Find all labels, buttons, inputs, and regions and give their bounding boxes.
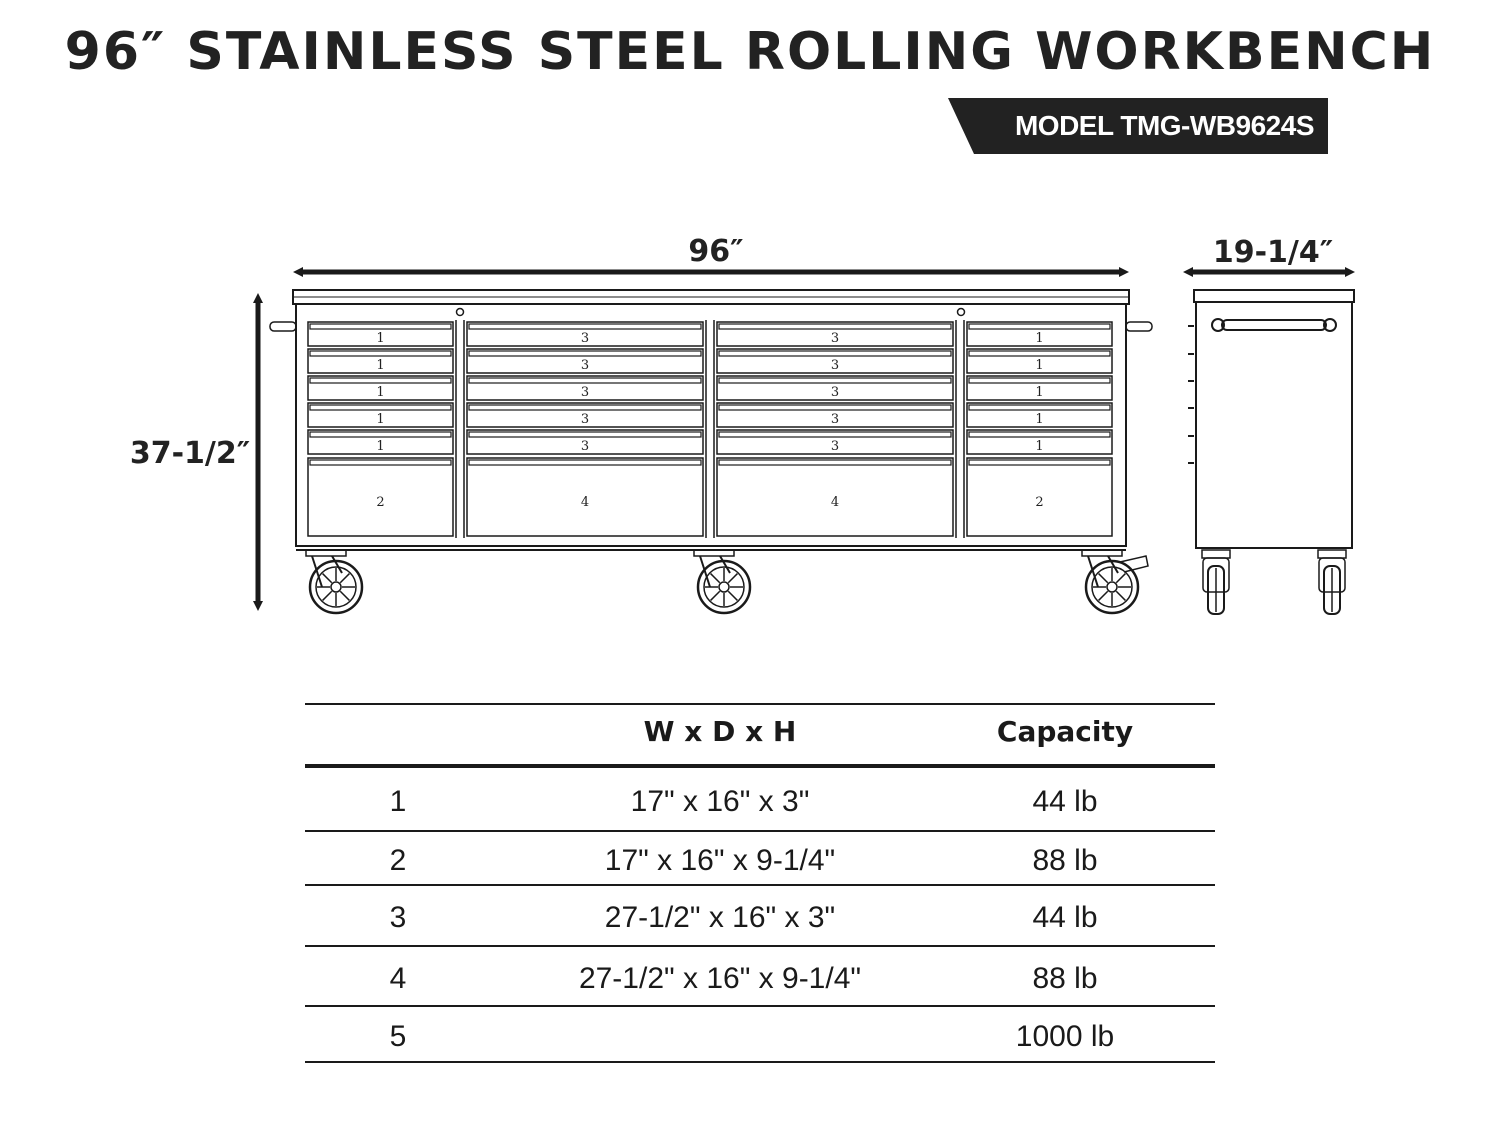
drawer-number-label: 3 — [580, 331, 590, 346]
drawer-number-label: 3 — [830, 412, 840, 427]
drawer-number-label: 3 — [580, 439, 590, 454]
height-dimension-label: 37-1/2″ — [129, 436, 251, 471]
row-capacity: 44 lb — [1032, 901, 1098, 934]
drawer-small — [967, 403, 1112, 427]
drawer-number-label: 1 — [1035, 385, 1044, 400]
row-id: 3 — [389, 901, 407, 934]
drawer-small — [467, 376, 703, 400]
drawer-small — [308, 430, 453, 454]
caster-wheel — [306, 550, 362, 613]
drawer-number-label: 1 — [1035, 331, 1044, 346]
drawer-small — [467, 322, 703, 346]
table-top-rule — [305, 703, 1215, 705]
drawer-number-label: 1 — [376, 439, 385, 454]
row-rule — [305, 1005, 1215, 1007]
caster-wheel — [1318, 550, 1346, 614]
drawer-number-label: 1 — [1035, 358, 1044, 373]
drawer-number-label: 2 — [1035, 495, 1044, 510]
row-size: 17" x 16" x 3" — [630, 785, 810, 818]
drawer-number-label: 1 — [376, 385, 385, 400]
drawer-number-label: 3 — [830, 331, 840, 346]
drawer-grid — [308, 322, 1112, 536]
drawer-number-label: 3 — [830, 439, 840, 454]
row-capacity: 44 lb — [1032, 785, 1098, 818]
depth-dimension-label: 19-1/4″ — [1212, 235, 1334, 270]
drawer-small — [717, 376, 953, 400]
drawer-large — [308, 458, 453, 536]
drawer-small — [467, 349, 703, 373]
row-size: 17" x 16" x 9-1/4" — [604, 844, 836, 877]
row-id: 4 — [389, 962, 407, 995]
drawer-small — [717, 430, 953, 454]
caster-wheel — [1202, 550, 1230, 614]
drawer-small — [717, 403, 953, 427]
drawer-small — [308, 376, 453, 400]
drawer-number-label: 4 — [830, 495, 840, 510]
caster-wheel — [694, 550, 750, 613]
drawer-large — [967, 458, 1112, 536]
drawer-small — [967, 349, 1112, 373]
drawer-small — [308, 322, 453, 346]
drawer-small — [967, 376, 1112, 400]
drawer-number-label: 4 — [580, 495, 590, 510]
drawer-number-label: 3 — [830, 358, 840, 373]
table-header-rule — [305, 764, 1215, 768]
caster-wheel — [1082, 550, 1148, 613]
drawer-number-label: 2 — [376, 495, 385, 510]
caster-group — [306, 550, 1346, 614]
drawer-small — [717, 322, 953, 346]
drawer-small — [967, 430, 1112, 454]
row-id: 2 — [389, 844, 407, 877]
drawer-number-label: 1 — [1035, 412, 1044, 427]
drawer-number-label: 1 — [376, 331, 385, 346]
row-rule — [305, 945, 1215, 947]
row-size: 27-1/2" x 16" x 9-1/4" — [578, 962, 862, 995]
drawer-small — [308, 403, 453, 427]
table-bottom-rule — [305, 1061, 1215, 1063]
drawer-small — [717, 349, 953, 373]
drawer-small — [967, 322, 1112, 346]
drawer-small — [308, 349, 453, 373]
drawer-number-label: 1 — [376, 412, 385, 427]
drawer-number-label: 3 — [580, 358, 590, 373]
drawer-number-label: 3 — [830, 385, 840, 400]
table-header-size: W x D x H — [643, 715, 797, 748]
row-capacity: 88 lb — [1032, 962, 1098, 995]
drawer-number-label: 3 — [580, 385, 590, 400]
drawer-small — [467, 403, 703, 427]
model-number: MODEL TMG-WB9624S — [1014, 110, 1314, 141]
drawer-small — [467, 430, 703, 454]
row-capacity: 1000 lb — [1015, 1020, 1115, 1053]
row-id: 5 — [389, 1020, 407, 1053]
row-rule — [305, 830, 1215, 832]
row-capacity: 88 lb — [1032, 844, 1098, 877]
drawer-large — [717, 458, 953, 536]
row-size: 27-1/2" x 16" x 3" — [604, 901, 836, 934]
width-dimension-label: 96″ — [688, 234, 744, 269]
row-rule — [305, 884, 1215, 886]
side-view — [1188, 290, 1354, 548]
row-id: 1 — [389, 785, 407, 818]
drawer-number-label: 1 — [1035, 439, 1044, 454]
page-title: 96″ STAINLESS STEEL ROLLING WORKBENCH — [64, 22, 1436, 82]
drawer-number-label: 3 — [580, 412, 590, 427]
drawer-number-label: 1 — [376, 358, 385, 373]
side-handle — [1212, 319, 1336, 331]
drawer-large — [467, 458, 703, 536]
table-header-capacity: Capacity — [996, 715, 1134, 748]
